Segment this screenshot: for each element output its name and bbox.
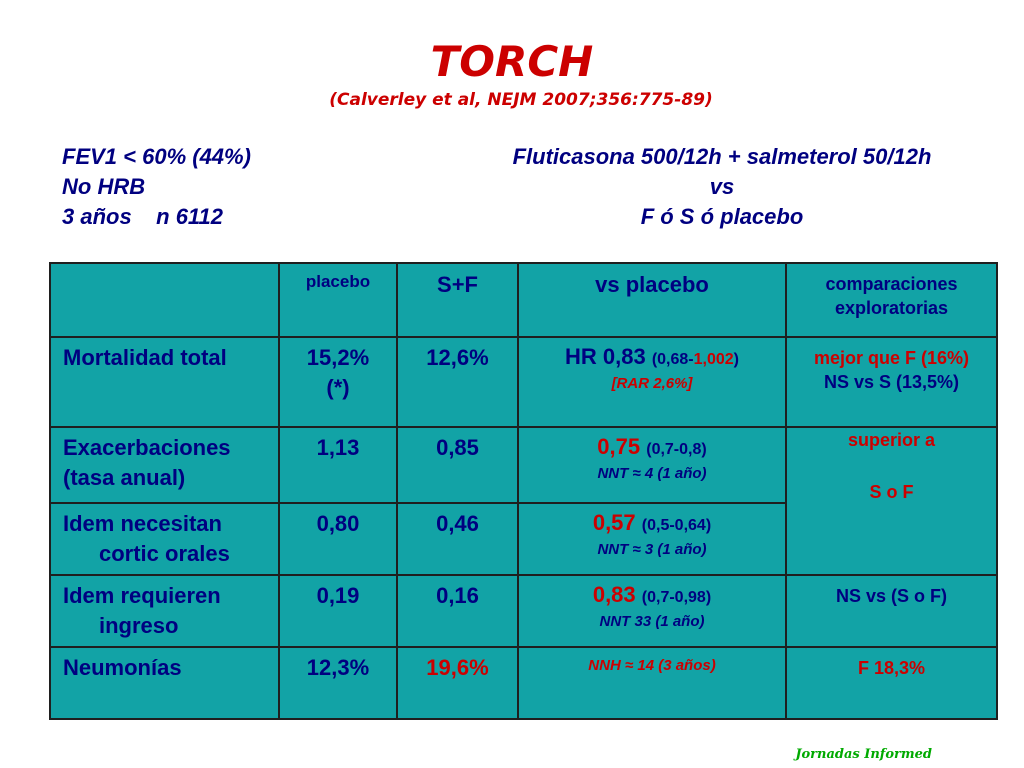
cell-placebo: 1,13 <box>279 427 397 503</box>
cell-comparaciones-merged: superior a S o F <box>786 427 997 575</box>
info-line-fev1: FEV1 < 60% (44%) <box>62 144 251 169</box>
info-line-hrb: No HRB <box>62 174 146 199</box>
row-label: Exacerbaciones (tasa anual) <box>50 427 279 503</box>
row-label: Idem requieren ingreso <box>50 575 279 647</box>
header-placebo: placebo <box>279 263 397 337</box>
table-row <box>50 337 997 427</box>
info-line-duration: 3 años n 6112 <box>62 204 224 229</box>
cell-sf: 0,46 <box>397 503 518 575</box>
cell-comparaciones: NS vs (S o F) <box>786 575 997 647</box>
info-line-vs: vs <box>709 174 735 199</box>
cell-vs-placebo: NNH ≈ 14 (3 años) <box>518 647 786 719</box>
row-label: Mortalidad total <box>50 337 279 427</box>
row-label: Idem necesitan cortic orales <box>50 503 279 575</box>
footer-credit: Jornadas Informed <box>795 747 932 762</box>
header-vs-placebo: vs placebo <box>518 263 786 337</box>
cell-vs-placebo: 0,75 (0,7-0,8) NNT ≈ 4 (1 año) <box>518 427 786 503</box>
slide-title: TORCH <box>430 37 594 86</box>
cell-comparaciones: F 18,3% <box>786 647 997 719</box>
info-line-treatment: Fluticasona 500/12h + salmeterol 50/12h <box>512 144 932 169</box>
cell-sf: 12,6% <box>397 337 518 427</box>
cell-placebo: 0,19 <box>279 575 397 647</box>
row-label: Neumonías <box>50 647 279 719</box>
cell-comparaciones: mejor que F (16%) NS vs S (13,5%) <box>786 337 997 427</box>
citation: (Calverley et al, NEJM 2007;356:775-89) <box>329 90 713 110</box>
table-row <box>50 427 997 503</box>
cell-vs-placebo: 0,83 (0,7-0,98) NNT 33 (1 año) <box>518 575 786 647</box>
cell-sf: 0,85 <box>397 427 518 503</box>
cell-vs-placebo: 0,57 (0,5-0,64) NNT ≈ 3 (1 año) <box>518 503 786 575</box>
cell-placebo: 12,3% <box>279 647 397 719</box>
table-row <box>50 647 997 719</box>
header-sf: S+F <box>397 263 518 337</box>
results-table <box>49 262 998 720</box>
header-blank <box>50 263 279 337</box>
cell-placebo: 15,2% (*) <box>279 337 397 427</box>
cell-sf: 19,6% <box>397 647 518 719</box>
study-info-right <box>0 142 1024 232</box>
cell-placebo: 0,80 <box>279 503 397 575</box>
info-line-comparators: F ó S ó placebo <box>640 204 804 229</box>
cell-vs-placebo: HR 0,83 (0,68-1,002) [RAR 2,6%] <box>518 337 786 427</box>
cell-sf: 0,16 <box>397 575 518 647</box>
table-row <box>50 575 997 647</box>
header-comparaciones: comparaciones exploratorias <box>786 263 997 337</box>
header-row <box>50 263 997 337</box>
